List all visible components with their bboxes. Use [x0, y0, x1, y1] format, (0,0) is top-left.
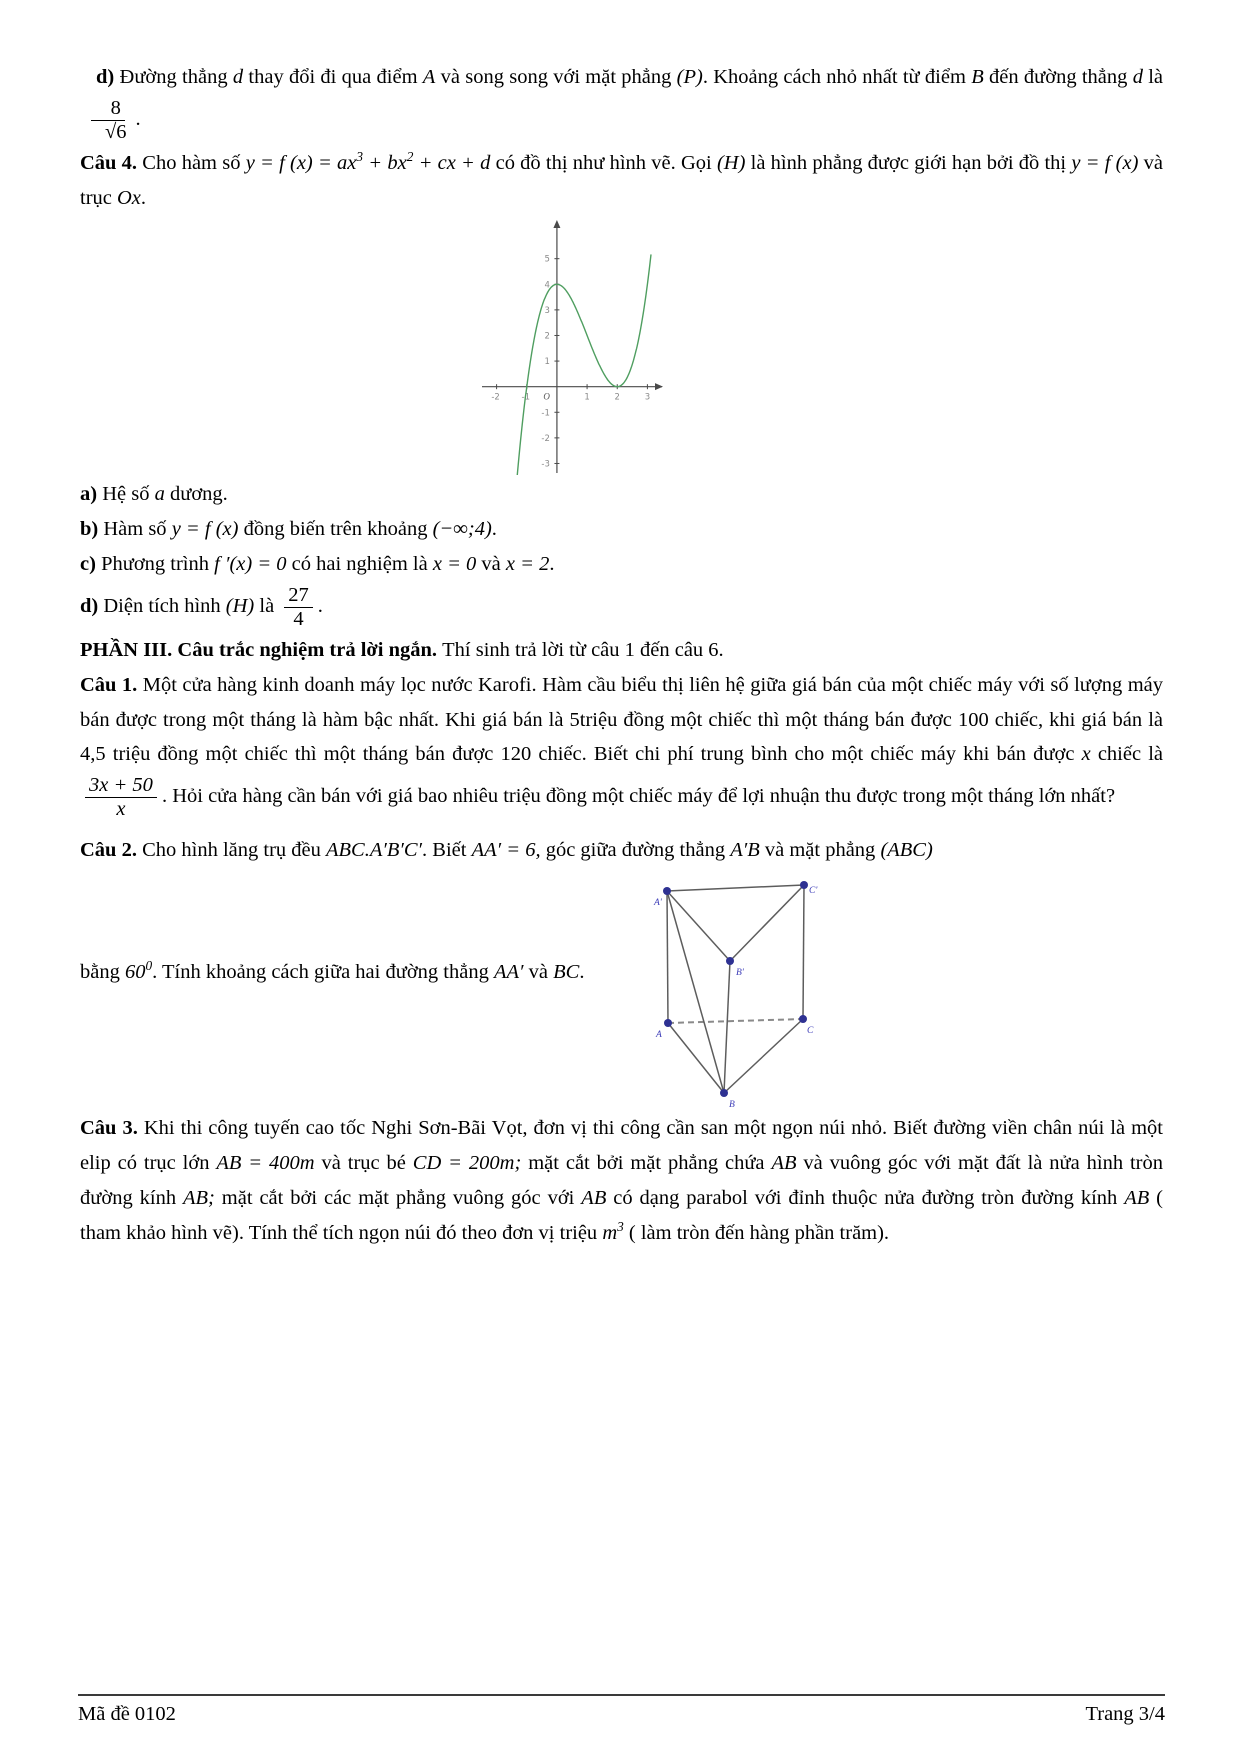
y-tick-label: 4 — [544, 280, 550, 291]
page-number: Trang 3/4 — [1085, 1703, 1165, 1725]
edge-b-bprime — [724, 961, 730, 1093]
exam-code: Mã đề 0102 — [78, 1703, 176, 1725]
fraction: $\frac{8}{√6}$ — [85, 97, 131, 144]
cau4-item-c: c) Phương trình f ′(x) = 0 có hai nghiệm là x = 0 và x = 2. — [80, 553, 555, 576]
prism-svg — [652, 875, 820, 1111]
vertex-label-b: B — [729, 1100, 735, 1111]
x-tick-label: 3 — [644, 393, 651, 404]
edge-aprime-b-diagonal — [667, 891, 724, 1093]
cubic-function-figure — [480, 219, 664, 475]
vertex-a — [664, 1019, 672, 1027]
x-tick-label: 1 — [584, 393, 590, 404]
y-tick-label: -1 — [541, 408, 550, 419]
cau4-item-a: a) Hệ số a dương. — [80, 483, 228, 506]
edge-bprime-cprime — [730, 885, 804, 961]
cau3-statement: Câu 3. Khi thi công tuyến cao tốc Nghi Sơn-Bãi Vọt, đơn vị thi công cần san một ngọn núi nhỏ. Biết đường viền chân núi là một elip có trục lớn AB = 400m và trục bé CD = 200m; mặt cắt bởi mặt phẳng chứa AB và vuông góc với mặt đất là nửa hình tròn đường kính AB; mặt cắt bởi các mặt phẳng vuông góc với AB có dạng parabol với đỉnh thuộc nửa đường tròn đường kính AB ( tham khảo hình vẽ). Tính thể tích ngọn núi đó theo đơn vị triệu $m^3$ ( làm tròn đến hàng phần trăm). — [80, 1117, 1163, 1244]
cau2-section — [80, 833, 1163, 1111]
x-axis-arrow — [655, 384, 663, 391]
edge-aprime-cprime — [667, 885, 804, 891]
vertex-label-a-prime: A' — [654, 898, 662, 909]
edge-ab — [668, 1023, 724, 1093]
y-tick-label: 2 — [544, 331, 550, 342]
phan3-heading: PHẦN III. Câu trắc nghiệm trả lời ngắn. Thí sinh trả lời từ câu 1 đến câu 6. — [80, 638, 724, 661]
cau2-statement-continued: bằng $60^0$. Tính khoảng cách giữa hai đường thẳng AA′ và BC. — [80, 958, 585, 984]
edge-c-cprime — [803, 885, 804, 1019]
cau4-statement: Câu 4. Cho hàm số y = f $(x) = ax^3 + bx^2$ + cx + d có đồ thị như hình vẽ. Gọi (H) là hình phẳng được giới hạn bởi đồ thị y = f (x) và trục Ox. — [80, 148, 1163, 209]
edge-a-aprime — [667, 891, 668, 1023]
y-tick-label: -3 — [541, 459, 550, 470]
page-footer — [78, 1694, 1165, 1726]
vertex-b-prime — [726, 957, 734, 965]
fraction: $\frac{27}{4}$ — [284, 584, 313, 631]
vertex-label-a: A — [656, 1030, 662, 1041]
edge-bc — [724, 1019, 803, 1093]
y-axis-arrow — [553, 220, 560, 228]
y-tick-label: 1 — [544, 357, 550, 368]
cau1-statement: Câu 1. Một cửa hàng kinh doanh máy lọc nước Karofi. Hàm cầu biểu thị liên hệ giữa giá bán của một chiếc máy với số lượng máy bán được trong một tháng là hàm bậc nhất. Khi giá bán là 5triệu đồng một chiếc thì một tháng bán được 100 chiếc, khi giá bán là 4,5 triệu đồng một chiếc thì một tháng bán được 120 chiếc. Biết chi phí trung bình cho một chiếc máy khi bán được x chiếc là $\frac{3x + 50}{x}$ . Hỏi cửa hàng cần bán với giá bao nhiêu triệu đồng một chiếc máy để lợi nhuận thu được trong một tháng lớn nhất? — [80, 673, 1163, 821]
vertex-c-prime — [800, 881, 808, 889]
vertex-label-c-prime: C' — [809, 886, 818, 897]
x-tick-label: -2 — [491, 393, 500, 404]
cau4-item-d: d) Diện tích hình (H) là $\frac{27}{4}$ . — [80, 583, 323, 630]
vertex-a-prime — [663, 887, 671, 895]
cau4-item-b: b) Hàm số y = f (x) đồng biến trên khoảng (−∞;4). — [80, 518, 497, 541]
vertex-c — [799, 1015, 807, 1023]
vertex-b — [720, 1089, 728, 1097]
fraction: $\frac{3x + 50}{x}$ — [85, 774, 157, 821]
x-tick-label: 2 — [614, 393, 620, 404]
vertex-label-c: C — [807, 1026, 814, 1037]
vertex-label-b-prime: B' — [736, 968, 744, 979]
cubic-curve — [517, 255, 652, 476]
edge-ac-dashed — [668, 1019, 803, 1023]
y-tick-label: 5 — [544, 255, 550, 266]
prism-figure — [652, 875, 820, 1111]
y-tick-label: -2 — [541, 434, 550, 445]
statement-d-planes: d) Đường thẳng d thay đổi đi qua điểm A và song song với mặt phẳng (P). Khoảng cách nhỏ nhất từ điểm B đến đường thẳng d là $\frac{8}{√6}$ . — [80, 60, 1163, 146]
y-tick-label: 3 — [544, 306, 550, 317]
cau2-statement: Câu 2. Cho hình lăng trụ đều ABC.A′B′C′. Biết AA′ = 6, góc giữa đường thẳng A′B và mặt phẳng (ABC) — [80, 839, 933, 862]
origin-label: O — [543, 392, 550, 403]
x-tick-label: -1 — [521, 393, 530, 404]
cubic-graph — [480, 219, 664, 475]
